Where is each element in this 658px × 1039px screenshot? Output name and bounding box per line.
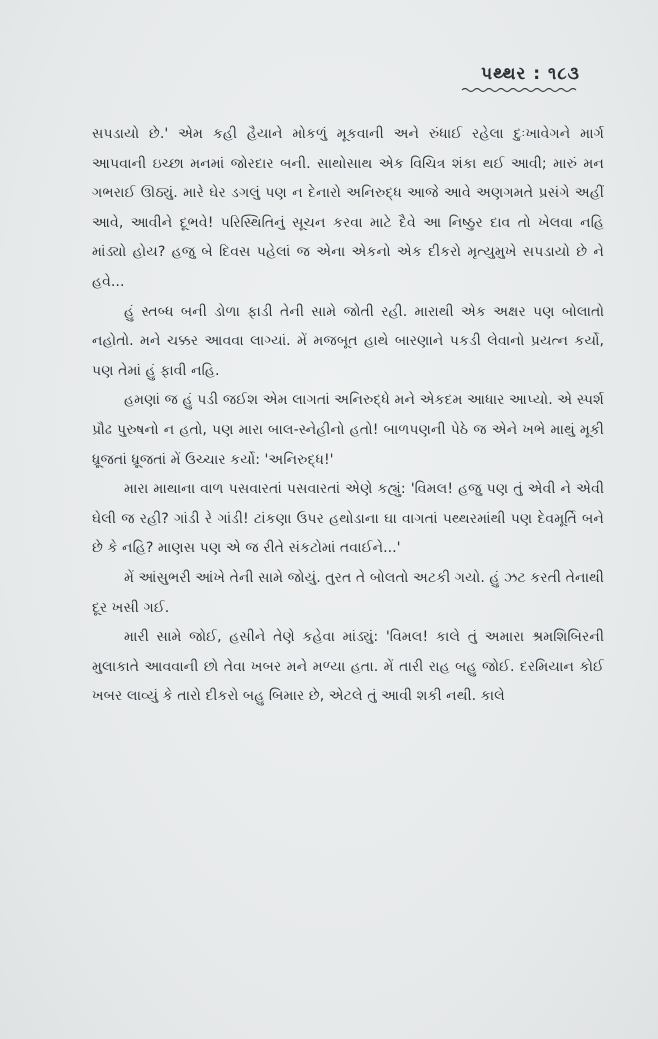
paragraph: મારા માથાના વાળ પસવારતાં પસવારતાં એણે કહ્યું: 'વિમલ! હજુ પણ તું એવી ને એવી ઘેલી જ રહી? ગાંડી રે ગાંડી! ટાંકણા ઉપર હથોડાના ઘા વાગતાં પથ્થરમાંથી પણ દેવમૂર્તિ બને છે કે નહિ? માણસ પણ એ જ રીતે સંકટોમાં તવાઈને...' xyxy=(92,481,604,557)
paragraph: મેં આંસુભરી આંખે તેની સામે જોયું. તુરત તે બોલતો અટકી ગયો. હું ઝટ કરતી તેનાથી દૂર ખસી ગઈ. xyxy=(92,569,604,616)
paragraph: હમણાં જ હું પડી જઈશ એમ લાગતાં અનિરુદ્ધે મને એકદમ આધાર આપ્યો. એ સ્પર્શ પ્રૌઢ પુરુષનો ન હતો, પણ મારા બાલ-સ્નેહીનો હતો! બાળપણની પેઠે જ એને ખભે માથું મૂકી ધ્રૂજતાં ધ્રૂજતાં મેં ઉચ્ચાર કર્યો: 'અનિરુદ્ધ!' xyxy=(92,392,604,468)
paragraph: હું સ્તબ્ધ બની ડોળા ફાડી તેની સામે જોતી રહી. મારાથી એક અક્ષર પણ બોલાતો નહોતો. મને ચક્કર આવવા લાગ્યાં. મેં મજબૂત હાથે બારણાને પકડી લેવાનો પ્રયત્ન કર્યો, પણ તેમાં હું ફાવી નહિ. xyxy=(92,303,604,379)
page-number: પથ્થર : ૧૮૩ xyxy=(481,64,580,84)
paragraph: સપડાયો છે.' એમ કહી હૈયાને મોકળું મૂકવાની અને રુંધાઈ રહેલા દુઃખાવેગને માર્ગ આપવાની ઇચ્છા મનમાં જોરદાર બની. સાથોસાથ એક વિચિત્ર શંકા થઈ આવી; મારું મન ગભરાઈ ઊઠ્યું. મારે ઘેર ડગલું પણ ન દેનારો અનિરુદ્ધ આજે આવે અણગમતે પ્રસંગે અહીં આવે, આવીને દૂભવે! પરિસ્થિતિનું સૂચન કરવા માટે દૈવે આ નિષ્ઠુર દાવ તો ખેલવા નહિ માંડ્યો હોય? હજુ બે દિવસ પહેલાં જ એના એકનો એક દીકરો મૃત્યુમુખે સપડાયો છે ને હવે... xyxy=(92,126,604,290)
body-text xyxy=(92,120,604,712)
running-header xyxy=(460,64,580,94)
decorative-squiggle-underline xyxy=(460,86,580,94)
paragraph: મારી સામે જોઈ, હસીને તેણે કહેવા માંડ્યું: 'વિમલ! કાલે તું અમારા શ્રમશિબિરની મુલાકાતે આવવાની છો તેવા ખબર મને મળ્યા હતા. મેં તારી રાહ બહુ જોઈ. દરમિયાન કોઈ ખબર લાવ્યું કે તારો દીકરો બહુ બિમાર છે, એટલે તું આવી શકી નથી. કાલે xyxy=(92,629,604,705)
